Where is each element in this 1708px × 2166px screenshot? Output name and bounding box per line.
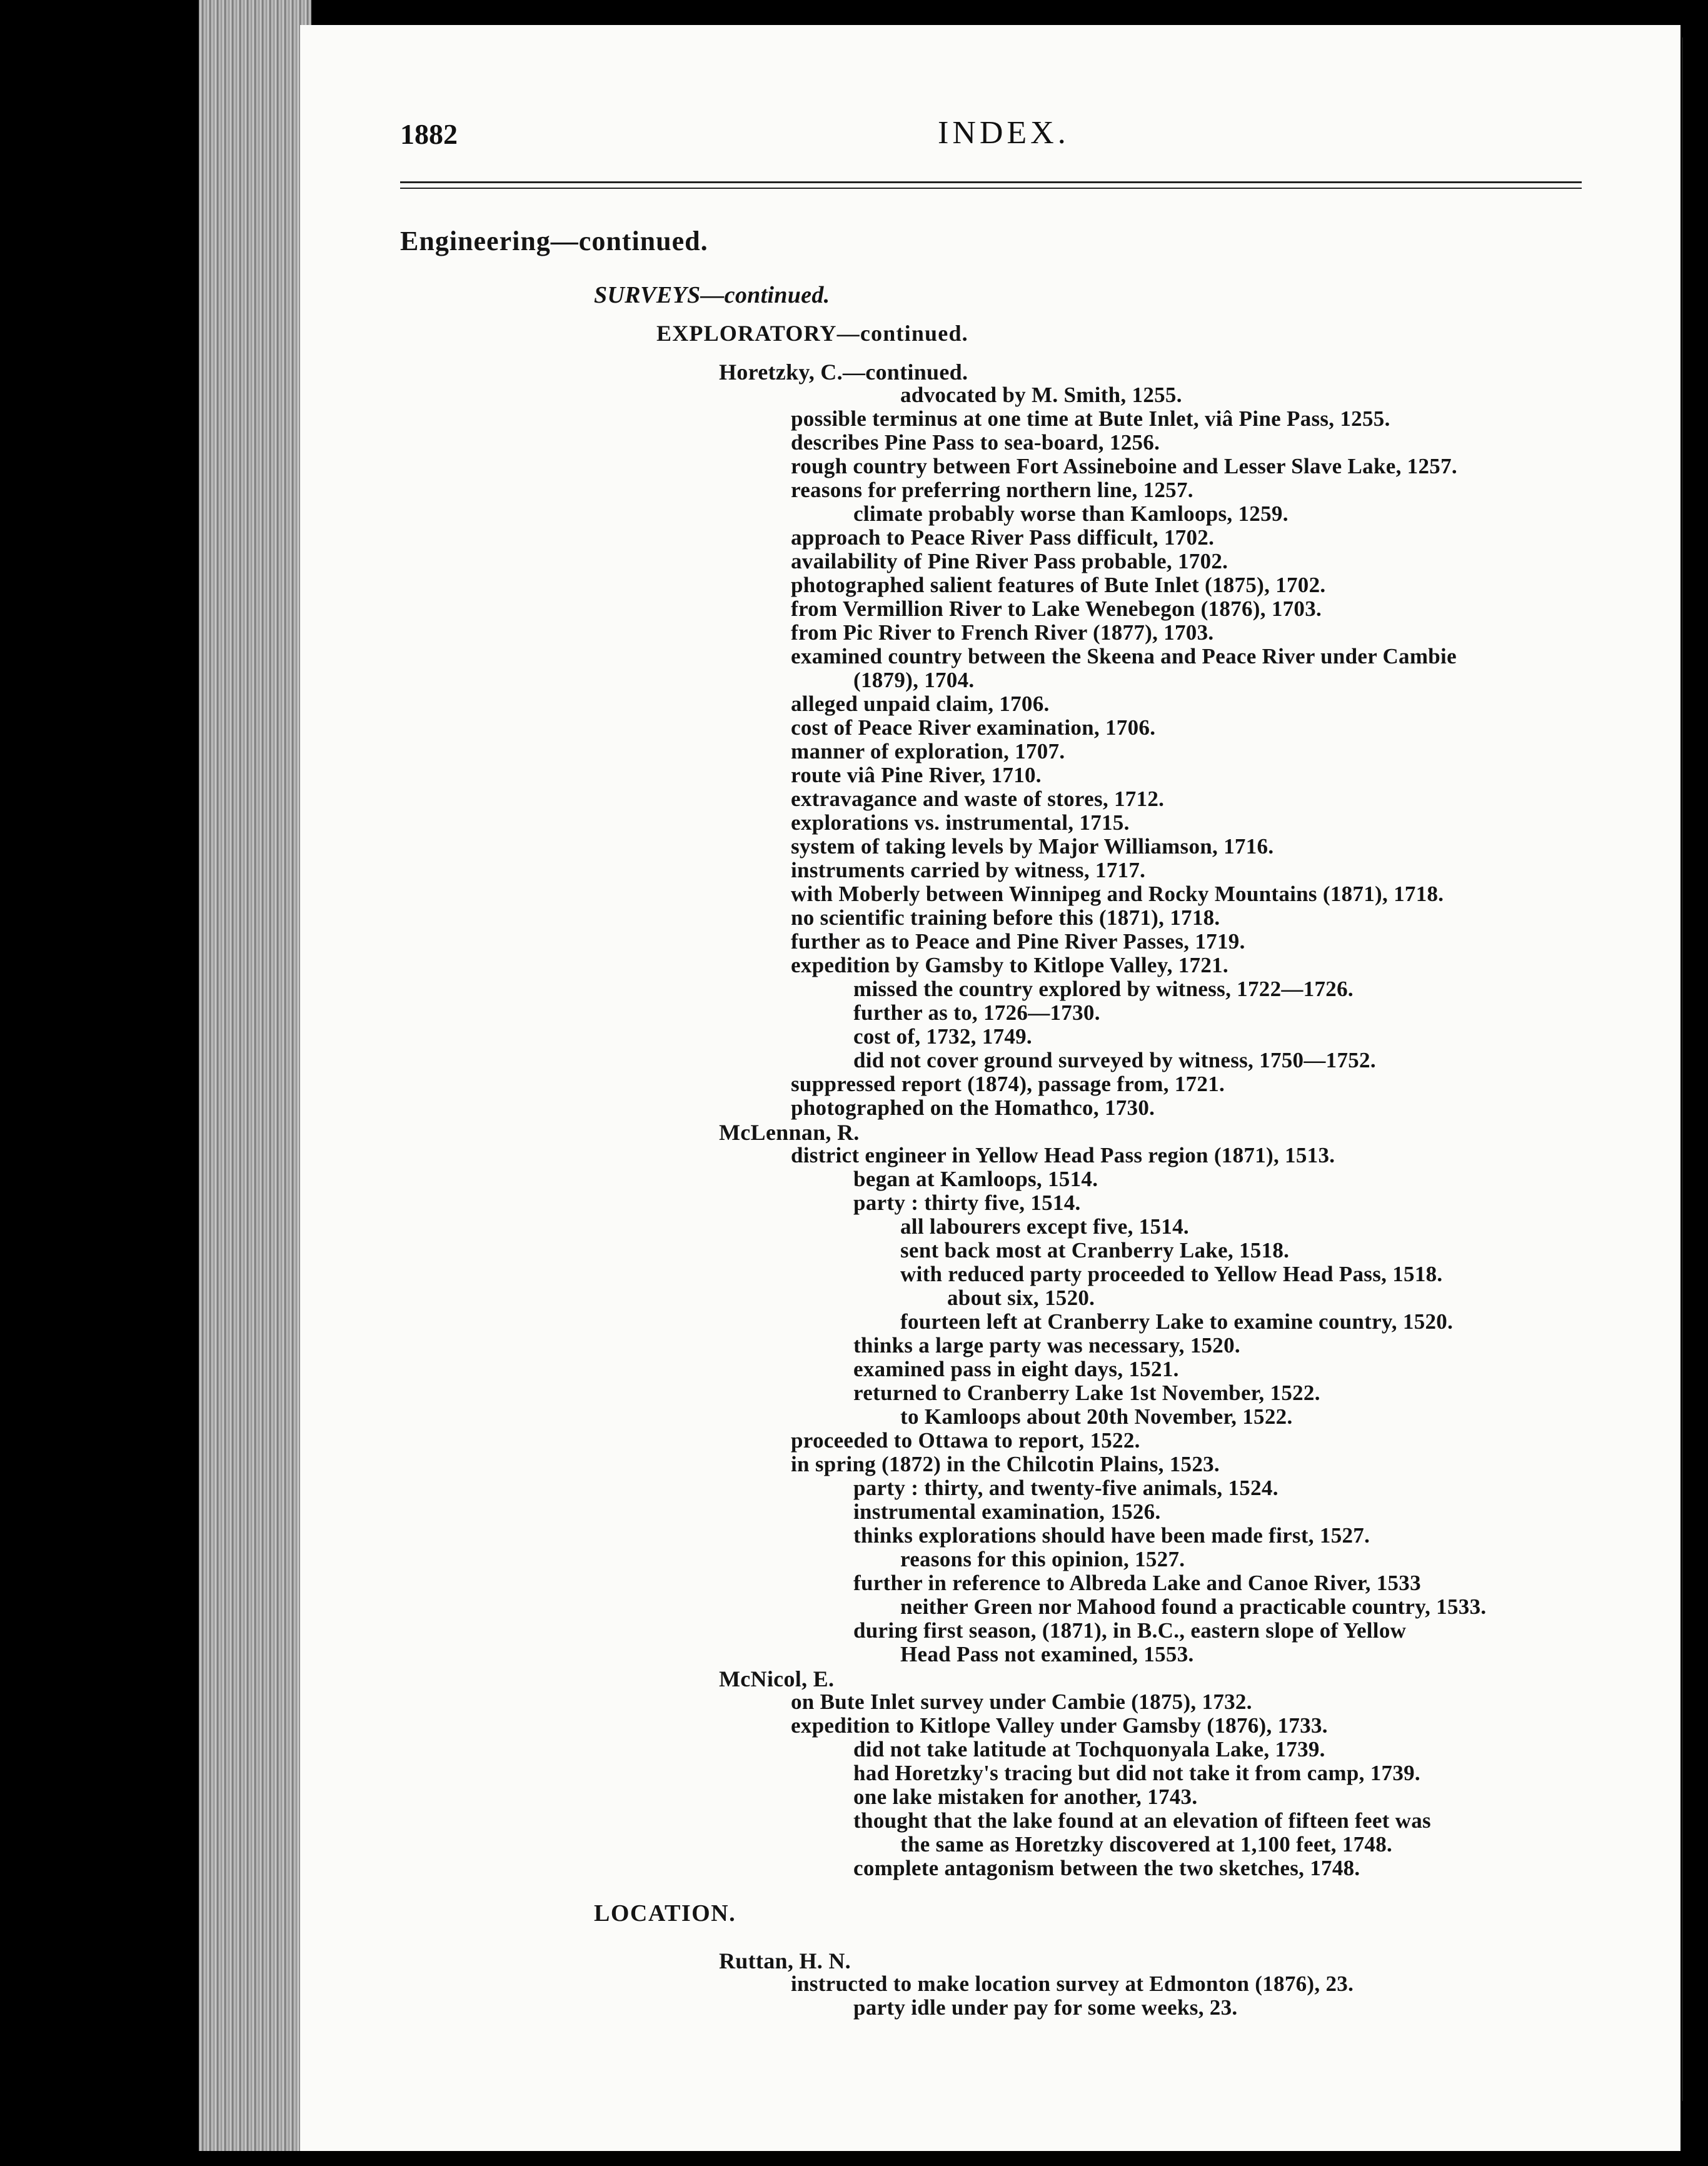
- index-line: did not cover ground surveyed by witness, 1750—1752.: [853, 1048, 1376, 1072]
- index-line: approach to Peace River Pass difficult, 1702.: [791, 525, 1215, 550]
- index-line: party : thirty, and twenty-five animals, 1524.: [853, 1476, 1278, 1500]
- index-line: instructed to make location survey at Edmonton (1876), 23.: [791, 1972, 1354, 1996]
- index-line: neither Green nor Mahood found a practicable country, 1533.: [900, 1594, 1487, 1619]
- index-line: began at Kamloops, 1514.: [853, 1167, 1098, 1191]
- index-line: Engineering—continued.: [400, 226, 708, 256]
- index-line: LOCATION.: [594, 1900, 736, 1927]
- index-line: extravagance and waste of stores, 1712.: [791, 787, 1165, 811]
- index-line: examined pass in eight days, 1521.: [853, 1357, 1179, 1381]
- index-line: expedition to Kitlope Valley under Gamsby (1876), 1733.: [791, 1713, 1328, 1738]
- index-line: returned to Cranberry Lake 1st November, 1522.: [853, 1381, 1320, 1405]
- index-line: had Horetzky's tracing but did not take it from camp, 1739.: [853, 1761, 1420, 1785]
- index-line: Head Pass not examined, 1553.: [900, 1642, 1194, 1666]
- index-line: from Vermillion River to Lake Wenebegon (1876), 1703.: [791, 597, 1322, 621]
- index-line: further as to, 1726—1730.: [853, 1000, 1100, 1025]
- index-line: describes Pine Pass to sea-board, 1256.: [791, 430, 1160, 455]
- index-line: all labourers except five, 1514.: [900, 1214, 1189, 1239]
- index-line: explorations vs. instrumental, 1715.: [791, 810, 1130, 835]
- index-line: party idle under pay for some weeks, 23.: [853, 1995, 1238, 2020]
- index-line: advocated by M. Smith, 1255.: [900, 383, 1182, 407]
- index-line: rough country between Fort Assineboine and Lesser Slave Lake, 1257.: [791, 454, 1457, 478]
- index-line: availability of Pine River Pass probable, 1702.: [791, 549, 1228, 573]
- index-line: McNicol, E.: [719, 1666, 835, 1691]
- index-line: further as to Peace and Pine River Passes, 1719.: [791, 929, 1245, 954]
- index-line: in spring (1872) in the Chilcotin Plains, 1523.: [791, 1452, 1220, 1476]
- index-line: expedition by Gamsby to Kitlope Valley, 1721.: [791, 953, 1228, 977]
- index-line: photographed on the Homathco, 1730.: [791, 1096, 1155, 1120]
- index-line: fourteen left at Cranberry Lake to examine country, 1520.: [900, 1309, 1454, 1334]
- index-line: thought that the lake found at an elevation of fifteen feet was: [853, 1808, 1431, 1833]
- index-line: to Kamloops about 20th November, 1522.: [900, 1404, 1293, 1429]
- index-line: reasons for this opinion, 1527.: [900, 1547, 1185, 1571]
- index-line: party : thirty five, 1514.: [853, 1191, 1081, 1215]
- index-line: alleged unpaid claim, 1706.: [791, 692, 1050, 716]
- index-line: Horetzky, C.—continued.: [719, 360, 968, 385]
- index-line: thinks a large party was necessary, 1520.: [853, 1333, 1240, 1358]
- index-line: thinks explorations should have been made first, 1527.: [853, 1523, 1370, 1548]
- index-line: photographed salient features of Bute Inlet (1875), 1702.: [791, 573, 1326, 597]
- index-line: instrumental examination, 1526.: [853, 1499, 1161, 1524]
- index-line: one lake mistaken for another, 1743.: [853, 1785, 1198, 1809]
- index-line: EXPLORATORY—continued.: [656, 321, 968, 346]
- index-line: with Moberly between Winnipeg and Rocky Mountains (1871), 1718.: [791, 882, 1444, 906]
- index-line: McLennan, R.: [719, 1120, 860, 1145]
- index-line: sent back most at Cranberry Lake, 1518.: [900, 1238, 1290, 1262]
- index-line: further in reference to Albreda Lake and Canoe River, 1533: [853, 1571, 1421, 1595]
- index-line: possible terminus at one time at Bute Inlet, viâ Pine Pass, 1255.: [791, 406, 1390, 431]
- index-line: no scientific training before this (1871), 1718.: [791, 905, 1220, 930]
- index-line: SURVEYS—continued.: [594, 282, 830, 308]
- index-line: examined country between the Skeena and Peace River under Cambie: [791, 644, 1457, 668]
- index-line: missed the country explored by witness, 1722—1726.: [853, 977, 1354, 1001]
- index-line: cost of Peace River examination, 1706.: [791, 715, 1156, 740]
- index-line: the same as Horetzky discovered at 1,100 feet, 1748.: [900, 1832, 1393, 1856]
- index-line: about six, 1520.: [947, 1286, 1095, 1310]
- index-line: cost of, 1732, 1749.: [853, 1024, 1032, 1049]
- index-line: from Pic River to French River (1877), 1703.: [791, 620, 1214, 645]
- index-line: complete antagonism between the two sketches, 1748.: [853, 1856, 1360, 1880]
- index-line: did not take latitude at Tochquonyala Lake, 1739.: [853, 1737, 1325, 1761]
- index-line: system of taking levels by Major Williamson, 1716.: [791, 834, 1274, 859]
- index-line: district engineer in Yellow Head Pass region (1871), 1513.: [791, 1143, 1335, 1167]
- index-line: (1879), 1704.: [853, 668, 975, 692]
- index-line: route viâ Pine River, 1710.: [791, 763, 1042, 787]
- index-line: climate probably worse than Kamloops, 1259.: [853, 501, 1289, 526]
- index-line: manner of exploration, 1707.: [791, 739, 1065, 763]
- index-line: Ruttan, H. N.: [719, 1948, 851, 1973]
- index-line: with reduced party proceeded to Yellow Head Pass, 1518.: [900, 1262, 1443, 1286]
- index-line: reasons for preferring northern line, 1257.: [791, 478, 1193, 502]
- index-line: instruments carried by witness, 1717.: [791, 858, 1146, 882]
- index-line: on Bute Inlet survey under Cambie (1875), 1732.: [791, 1690, 1252, 1714]
- index-line: proceeded to Ottawa to report, 1522.: [791, 1428, 1140, 1453]
- page-number: 1882: [400, 118, 458, 150]
- index-line: suppressed report (1874), passage from, 1721.: [791, 1072, 1225, 1096]
- running-head: INDEX.: [938, 115, 1070, 151]
- index-line: during first season, (1871), in B.C., eastern slope of Yellow: [853, 1618, 1407, 1643]
